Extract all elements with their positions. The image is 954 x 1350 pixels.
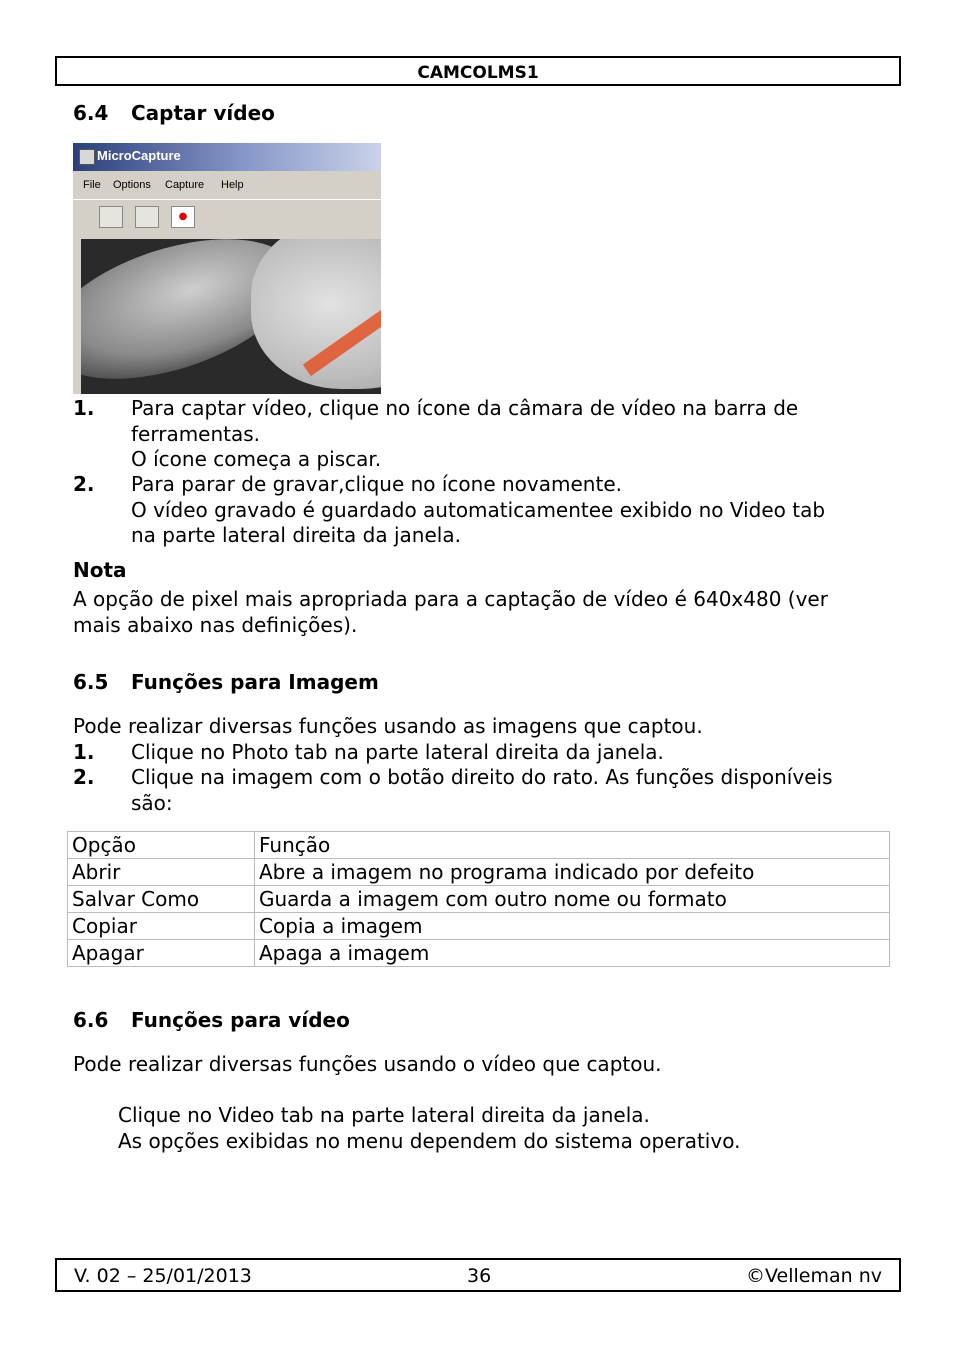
table-row — [68, 886, 890, 913]
section-title: Captar vídeo — [131, 101, 275, 125]
text-line: As opções exibidas no menu dependem do sistema operativo. — [118, 1128, 741, 1153]
menu-item-options: Options — [113, 179, 151, 191]
step-text: Clique na imagem com o botão direito do rato. As funções disponíveis — [131, 765, 833, 789]
step-number: 1. — [73, 396, 95, 420]
table-cell: Copia a imagem — [255, 913, 890, 940]
section-6-6-intro: Pode realizar diversas funções usando o vídeo que captou. — [73, 1052, 662, 1076]
record-icon: ● — [171, 206, 195, 228]
table-cell: Abre a imagem no programa indicado por defeito — [255, 859, 890, 886]
video-camera-icon — [135, 206, 159, 228]
step-number: 2. — [73, 765, 95, 789]
table-header-row — [68, 832, 890, 859]
section-6-6-heading — [73, 1008, 350, 1032]
page-footer — [55, 1258, 901, 1292]
table-cell: Apagar — [68, 940, 255, 967]
table-cell: Copiar — [68, 913, 255, 940]
table-header: Opção — [68, 832, 255, 859]
table-cell: Salvar Como — [68, 886, 255, 913]
section-title: Funções para Imagem — [131, 670, 379, 694]
header-model: CAMCOLMS1 — [417, 63, 539, 83]
step-text: Clique no Photo tab na parte lateral direita da janela. — [131, 740, 664, 764]
window-titlebar — [73, 143, 381, 171]
image-functions-table — [67, 831, 890, 967]
note-line: mais abaixo nas definições). — [73, 612, 358, 637]
software-screenshot — [73, 143, 381, 394]
step-text: Para parar de gravar,clique no ícone novamente. — [131, 472, 622, 496]
footer-version: V. 02 – 25/01/2013 — [74, 1265, 252, 1287]
toolbar — [73, 199, 381, 232]
section-6-5-heading — [73, 670, 379, 694]
section-number: 6.4 — [73, 101, 109, 125]
step-text: O vídeo gravado é guardado automaticamentee exibido no Video tab — [131, 497, 826, 522]
text-line: Clique no Video tab na parte lateral direita da janela. — [118, 1103, 650, 1127]
footer-copyright: ©Velleman nv — [746, 1265, 882, 1287]
snapshot-icon — [99, 206, 123, 228]
page-header — [55, 56, 901, 86]
table-row — [68, 859, 890, 886]
step-number: 1. — [73, 740, 95, 764]
section-6-5-intro: Pode realizar diversas funções usando as imagens que captou. — [73, 714, 703, 738]
section-number: 6.6 — [73, 1008, 109, 1032]
footer-page-number: 36 — [467, 1265, 492, 1287]
section-number: 6.5 — [73, 670, 109, 694]
step-number: 2. — [73, 472, 95, 496]
table-row — [68, 940, 890, 967]
table-cell: Guarda a imagem com outro nome ou formato — [255, 886, 890, 913]
section-title: Funções para vídeo — [131, 1008, 350, 1032]
table-row — [68, 913, 890, 940]
note-heading: Nota — [73, 558, 127, 582]
section-6-4-heading — [73, 101, 275, 125]
step-text: O ícone começa a piscar. — [131, 447, 382, 471]
app-icon — [79, 149, 95, 165]
menu-bar — [73, 173, 381, 197]
table-cell: Abrir — [68, 859, 255, 886]
camera-preview — [81, 239, 381, 394]
viewport-frame — [73, 239, 81, 394]
window-title: MicroCapture — [97, 148, 181, 163]
table-cell: Apaga a imagem — [255, 940, 890, 967]
note-line: A opção de pixel mais apropriada para a captação de vídeo é 640x480 (ver — [73, 587, 828, 611]
menu-item-file: File — [83, 179, 101, 191]
step-text: ferramentas. — [131, 421, 261, 446]
menu-item-capture: Capture — [165, 179, 205, 191]
step-text: na parte lateral direita da janela. — [131, 523, 461, 547]
step-text: Para captar vídeo, clique no ícone da câmara de vídeo na barra de — [131, 396, 799, 420]
table-header: Função — [255, 832, 890, 859]
note-text — [73, 587, 828, 638]
step-text: são: — [131, 790, 173, 815]
section-6-6-text — [118, 1103, 740, 1154]
menu-item-help: Help — [221, 179, 244, 191]
